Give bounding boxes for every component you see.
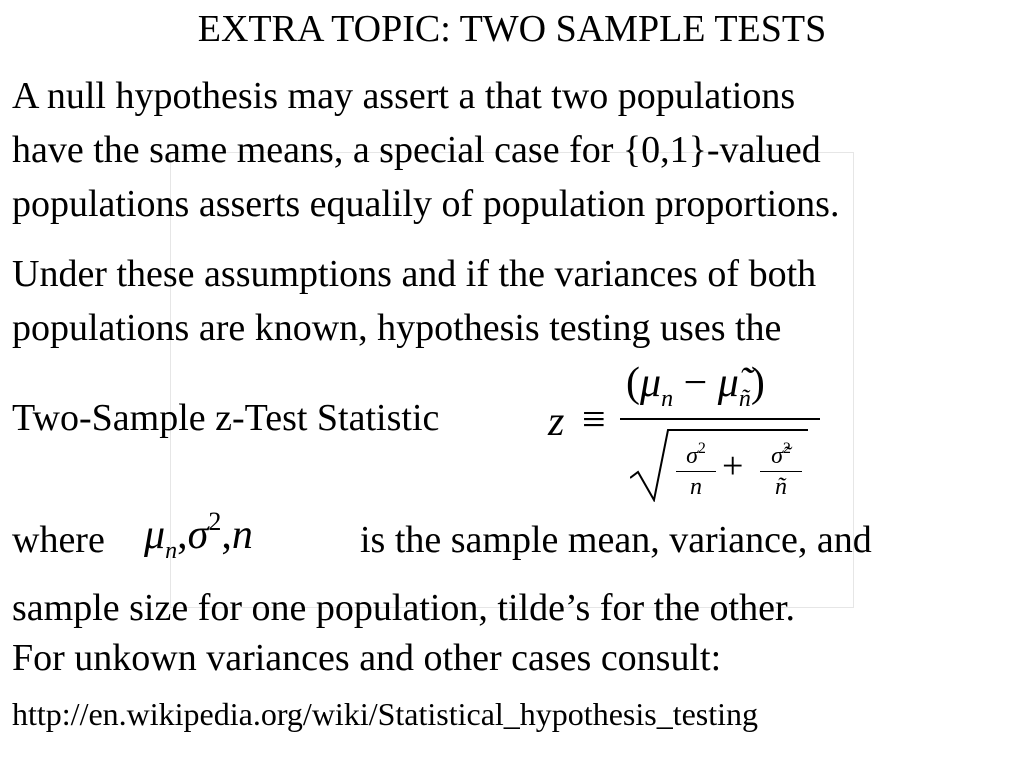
square-root xyxy=(630,424,810,502)
den-ntilde: ñ xyxy=(775,474,787,500)
where-comma2: , xyxy=(221,512,232,558)
sigma-over-n xyxy=(676,436,716,500)
where-sigma-sup: 2 xyxy=(208,507,222,536)
den-plus: + xyxy=(722,445,744,487)
num-close-paren: ) xyxy=(750,360,765,406)
den-sigma-tilde: σ̃ xyxy=(771,443,783,469)
where-mu-sub: n xyxy=(165,538,178,564)
where-prefix: where xyxy=(12,519,105,561)
paragraph1-line1: A null hypothesis may assert a that two populations xyxy=(12,75,796,117)
num-minus: − xyxy=(683,360,708,406)
den-sigma-tilde-sup: 2 xyxy=(782,440,791,457)
where-symbols xyxy=(144,500,253,573)
fraction-bar xyxy=(620,418,820,420)
sigmatilde-over-ntilde xyxy=(760,436,802,500)
formula-equiv: ≡ xyxy=(582,397,606,443)
unknown-variances-line: For unkown variances and other cases consult: xyxy=(12,637,722,679)
paragraph2-line2: populations are known, hypothesis testing uses the xyxy=(12,307,782,349)
z-statistic-formula xyxy=(546,358,836,508)
paragraph2-line3: Two-Sample z-Test Statistic xyxy=(12,397,440,439)
where-suffix: is the sample mean, variance, and xyxy=(360,519,872,561)
wikipedia-link[interactable]: http://en.wikipedia.org/wiki/Statistical_hypothesis_testing xyxy=(12,696,759,732)
num-mu: μ xyxy=(640,360,662,406)
formula-numerator xyxy=(626,360,765,422)
num-mu-tilde: μ̃ xyxy=(717,360,739,406)
den-sigma-sup: 2 xyxy=(697,440,706,457)
den-sigma: σ xyxy=(686,443,698,469)
where-sigma: σ xyxy=(187,512,209,558)
slide-title: EXTRA TOPIC: TWO SAMPLE TESTS xyxy=(197,8,827,50)
num-open-paren: ( xyxy=(626,360,640,406)
where-comma1: , xyxy=(177,512,188,558)
formula-lhs: z xyxy=(548,399,565,445)
num-mu-tilde-sub: ñ xyxy=(738,386,751,412)
paragraph1-line3: populations asserts equalily of population proportions. xyxy=(12,183,840,225)
paragraph2-line1: Under these assumptions and if the variances of both xyxy=(12,253,817,295)
num-mu-sub: n xyxy=(661,386,674,412)
den-n: n xyxy=(690,474,702,500)
sample-size-line: sample size for one population, tilde’s for the other. xyxy=(12,587,796,629)
where-mu: μ xyxy=(144,512,166,558)
where-n: n xyxy=(231,512,253,558)
paragraph1-line2: have the same means, a special case for {0,1}-valued xyxy=(12,129,821,171)
